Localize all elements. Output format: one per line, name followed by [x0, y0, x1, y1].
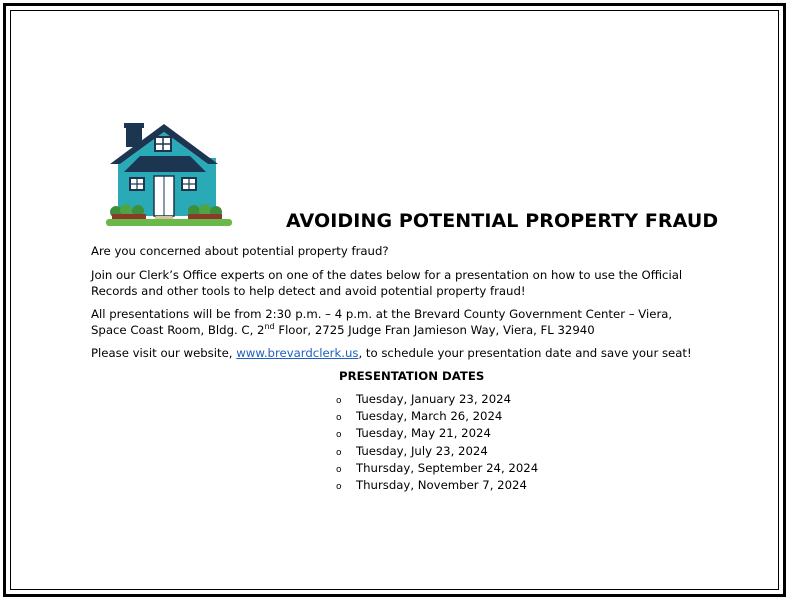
- flyer-outer-border: [3, 3, 786, 597]
- date-text: Thursday, November 7, 2024: [356, 478, 527, 493]
- date-item: [336, 426, 538, 443]
- date-item: [336, 392, 538, 409]
- date-item: [336, 409, 538, 426]
- circle-bullet-icon: o: [336, 464, 342, 475]
- location-text-end: Floor, 2725 Judge Fran Jamieson Way, Viera, FL 32940: [274, 323, 595, 337]
- date-item: [336, 478, 538, 495]
- date-item: [336, 461, 538, 478]
- location-paragraph: [91, 306, 711, 338]
- website-link[interactable]: www.brevardclerk.us: [236, 346, 359, 360]
- ordinal-suffix: nd: [264, 322, 275, 332]
- circle-bullet-icon: o: [336, 430, 342, 441]
- page-title: AVOIDING POTENTIAL PROPERTY FRAUD: [286, 210, 719, 232]
- circle-bullet-icon: o: [336, 482, 342, 493]
- date-text: Tuesday, July 23, 2024: [356, 443, 488, 458]
- flyer-inner-border: [10, 10, 779, 590]
- join-paragraph: Join our Clerk’s Office experts on one of the dates below for a presentation on how to use the Official Records and other tools to help detect and avoid potential property fraud!: [91, 268, 683, 298]
- website-suffix: , to schedule your presentation date and save your seat!: [358, 346, 692, 360]
- website-prefix: Please visit our website,: [91, 346, 237, 360]
- website-paragraph: [91, 345, 711, 361]
- circle-bullet-icon: o: [336, 413, 342, 424]
- date-text: Tuesday, May 21, 2024: [356, 426, 491, 441]
- presentation-dates-list: [336, 392, 538, 495]
- house-icon: [104, 120, 236, 230]
- dates-heading: PRESENTATION DATES: [339, 369, 485, 383]
- date-item: [336, 444, 538, 461]
- location-text-start: All presentations will be from 2:30 p.m. – 4 p.m. at the Brevard County Government Center – Viera, Space Coast Room, Bldg. C, 2: [91, 307, 673, 337]
- circle-bullet-icon: o: [336, 447, 342, 458]
- circle-bullet-icon: o: [336, 396, 342, 406]
- date-text: Tuesday, January 23, 2024: [356, 392, 512, 406]
- date-text: Thursday, September 24, 2024: [356, 460, 539, 475]
- date-text: Tuesday, March 26, 2024: [356, 409, 503, 424]
- intro-question: Are you concerned about potential property fraud?: [91, 244, 389, 258]
